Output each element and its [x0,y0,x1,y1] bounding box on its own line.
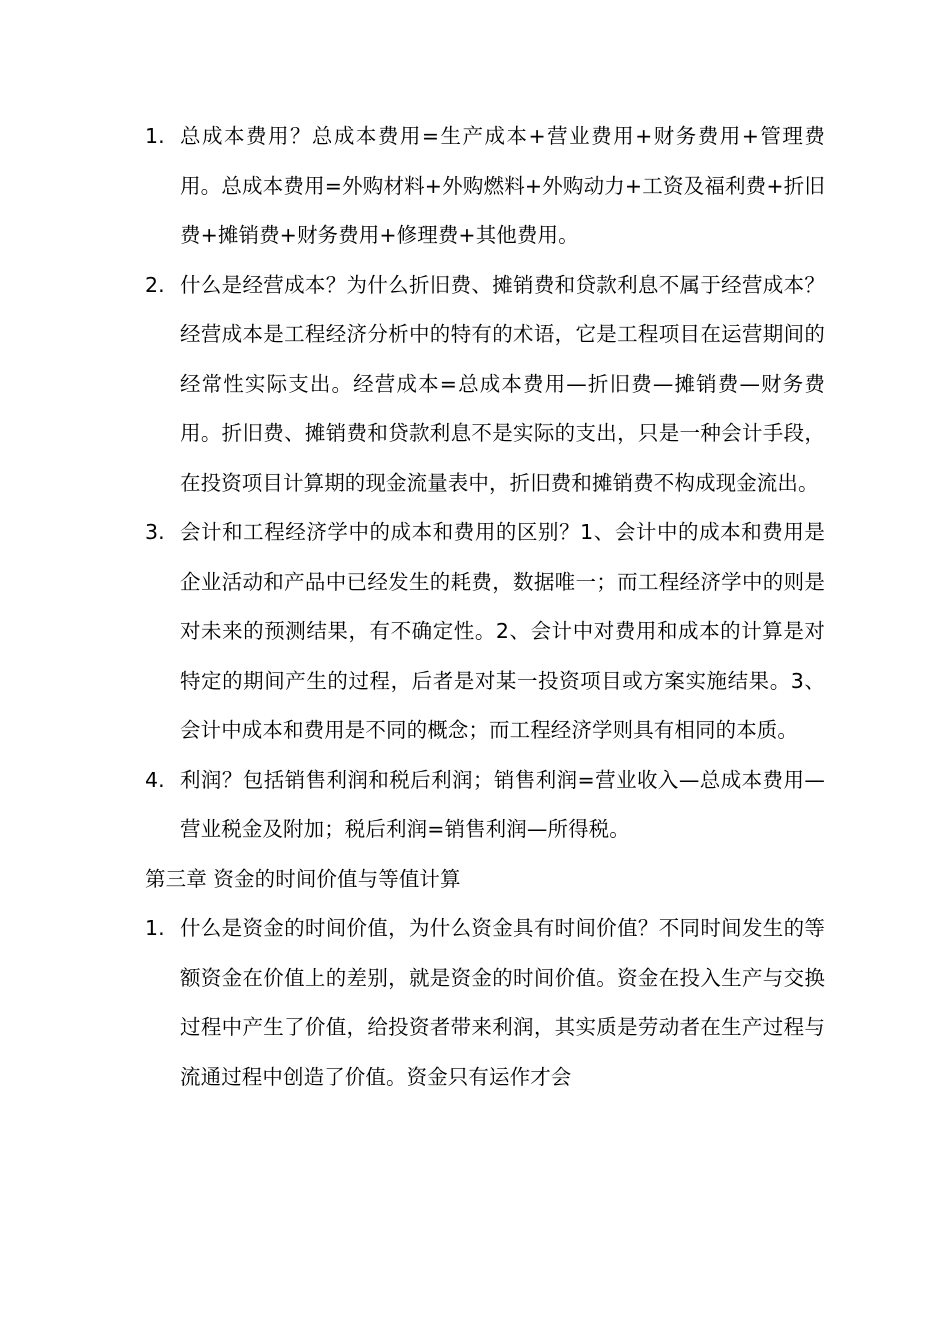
chapter-heading: 第三章 资金的时间价值与等值计算 [145,866,461,891]
list-item-text: 利润？包括销售利润和税后利润；销售利润=营业收入—总成本费用—营业税金及附加；税后利润=销售利润—所得税。 [180,767,825,841]
list-item-accounting-difference [145,508,825,756]
list-item-operating-cost [145,261,825,509]
list-item-number: 4. [145,767,165,792]
list-item-number: 2. [145,272,165,297]
list-item-number: 1. [145,124,165,148]
list-item-number: 1. [145,916,165,940]
list-item-profit [145,756,825,855]
list-item-number: 3. [145,520,165,544]
list-item-text: 什么是资金的时间价值，为什么资金具有时间价值？不同时间发生的等额资金在价值上的差别，就是资金的时间价值。资金在投入生产与交换过程中产生了价值，给投资者带来利润，其实质是劳动者在生产过程与流通过程中创造了价值。资金只有运作才会 [180,916,825,1089]
list-item-text: 会计和工程经济学中的成本和费用的区别？1、会计中的成本和费用是企业活动和产品中已经发生的耗费，数据唯一；而工程经济学中的则是对未来的预测结果，有不确定性。2、会计中对费用和成本的计算是对特定的期间产生的过程，后者是对某一投资项目或方案实施结果。3、会计中成本和费用是不同的概念；而工程经济学则具有相同的本质。 [180,520,825,742]
document-body [145,112,825,1102]
list-item-time-value [145,904,825,1102]
list-item-text: 什么是经营成本？为什么折旧费、摊销费和贷款利息不属于经营成本？经营成本是工程经济分析中的特有的术语，它是工程项目在运营期间的经常性实际支出。经营成本=总成本费用—折旧费—摊销费—财务费用。折旧费、摊销费和贷款利息不是实际的支出，只是一种会计手段，在投资项目计算期的现金流量表中，折旧费和摊销费不构成现金流出。 [180,272,825,495]
list-item-total-cost [145,112,825,261]
list-item-text: 总成本费用？总成本费用=生产成本+营业费用+财务费用+管理费用。总成本费用=外购材料+外购燃料+外购动力+工资及福利费+折旧费+摊销费+财务费用+修理费+其他费用。 [180,124,825,247]
